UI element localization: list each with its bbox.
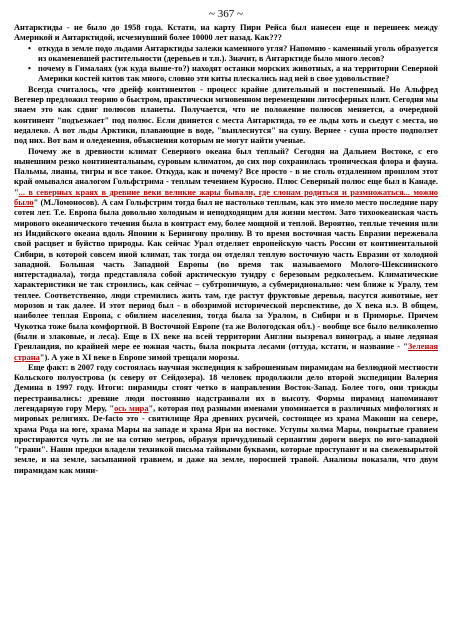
expedition-paragraph: [14, 363, 438, 476]
drift-paragraph: Всегда считалось, что дрейф континентов - процесс крайне длительный и постепенный. Но Альфред Вегенер предложил теорию о быстром, практически мгновенном перемещении литосферных плит. Сегодня мы знаем это как сдвиг полюсов планеты. Получается, что не положение полюсов меняется, а очередной континент "подъезжает" под полюс. Если двинется с места Антарктида, то ее льды хоть и сьедут с места, но недалеко. А вот льды Арктики, плавающие в воде, "выплеснутся" на сушу. Вернее - суша просто подползет под них. Вот вам и оледенения, объяснения которым не могут найти ученые.: [14, 84, 438, 146]
list-item-coal: • откуда в земле подо льдами Антарктиды залежи каменного угля? Напомню - каменный уголь образуется из окаменевшей растительности (деревьев и т.п.). Значит, в Антарктиде было много лесов?: [28, 44, 438, 65]
climate-text-3: "). А уже в XI веке в Европе зимой трещали морозы.: [39, 352, 240, 362]
intro-paragraph: Антарктиды - не было до 1958 года. Кстати, на карту Пири Рейса был нанесен еще и перешеек между Америкой и Антарктидой, исчезнувший более 10000 лет назад. Как???: [14, 23, 438, 43]
climate-text-2: " (М.Ломоносов). А сам Гольфстрим тогда был не настолько теплым, как это имело место последние пару сотен лет. Т.е. Европа была довольно холодным и неподходящим для жизни местом. Зато тихоокеанская часть мирового океанического течения была в контраст ему, более мощной и теплой. Вероятно, теплые течения шли из Индийского океана вдоль Японии к Берингову проливу. В то время восточная часть Евразии пережевала свой расцвет и буйство природы. Как сейчас Урал отделяет европейскую часть России от континентальной Сибири, в которой совсем иной климат, так тогда он отделял теплую восточную часть Евразии от холодной западной. Большая часть Западной Европы (во время так называемого Молого-Шекснинского интерстадиала), тогда представляла собой арктическую тундру с березовым редколесьем. Климатические характеристики не так строились, как сейчас – субтропичную, а субмеридионально: чем ближе к Уралу, тем теплее. Соответственно, люди стремились жить там, где растут фруктовые деревья, пасутся животные, нет морозов и так далее. И этот период был - в обозримой исторической перспективе, до Х века н.э. В общем, наиболее теплая Европа, с обилием населения, тогда была за Уралом, в Сибири и в Приморье. Причем Чукотка тоже была комфортной. В Восточной Европе (та же Вологодская обл.) - вообще все было великолепно (были и злаковые, и леса). Еще в IX веке на всей территории Англии вызревал виноград, а ныне ледяная Гренландия, по крайней мере ее южная часть, была покрыта лесами (оттуда, кстати, и название - ": [14, 198, 438, 352]
question-list: [14, 44, 438, 85]
page-number: ~ 367 ~: [209, 8, 243, 20]
lomonosov-quote: ... в северных краях в древние веки великие жары бывали, где слонам родиться и размножаться... можно было: [14, 187, 438, 208]
greenland-quote: Зеленая страна: [14, 342, 438, 362]
list-item-himalayas: • почему в Гималаях (уж куда выше-то?) находят останки морских животных, а на территории Северной Америки костей китов так много, словно эти киты плескались над ней в свое удовольствие?: [28, 64, 438, 85]
climate-text-1: Почему же в древности климат Северного океана был теплый? Сегодня на Дальнем Востоке, с его нынешним резко континентальным, суровым климатом, до сих пор сохранилась тропическая флора и фауна. Пальмы, лианы, тигры и все такое. Откуда, как и почему? Все просто - в не столь отдаленном прошлом этот край омывался аналогом Гольфстрима - теплым течением Куросио. Плюс Северный полюс еще был в Канаде. ": [14, 146, 438, 197]
expedition-text-1: Еще факт: в 2007 году состоялась научная экспедиция к заброшенным пирамидам на безлюдной местности Кольского полуострова (к северу от Сейдозера). 18 человек продолжили дело второй экспедиции Валерия Демина в 1997 году. Итоги: пирамиды стоят четко в направлении Восток-Запад. Более того, они трижды перестраивались: древние люди постоянно надстраивали их в высоту. Формы пирамид напоминают легендарную гору Меру, ": [14, 362, 438, 413]
expedition-text-2: ", которая под разными именами упоминается в различных мифологиях и мировых религиях. De-facto это - святилище Яра древних русичей, состоящее из храма Макоши на севере, храма Рода на юге, храма Мары на западе и храма Яри на востоке. Уступы холма Мары, покрытые гравием простираются чуть ли не на сотню метров, образуя причудливый серпантин дороги вверх по юго-западной "грани". Наши предки владели техникой письма тайными буквами, которые проступают и на свежевырытой земле, и на земле, засыпанной гравием, и даже на земле, поросшей травой. Анализы показали, что двум пирамидам как мини-: [14, 403, 439, 475]
climate-paragraph: [14, 147, 438, 363]
axis-quote: ось мира: [114, 403, 149, 413]
